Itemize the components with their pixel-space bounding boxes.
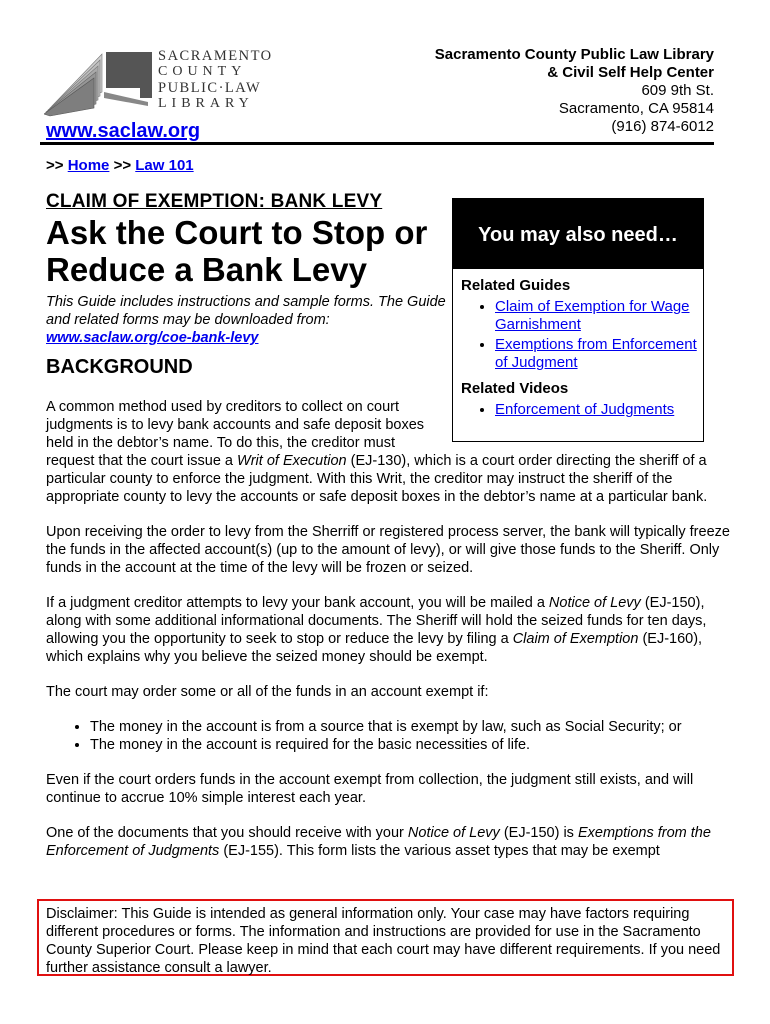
related-guide-link-wage-garnishment[interactable]: Claim of Exemption for Wage Garnishment	[495, 298, 690, 333]
list-item: • The money in the account is from a source that is exempt by law, such as Social Security; or	[90, 718, 736, 736]
related-guide-link-exemptions[interactable]: Exemptions from Enforcement of Judgment	[495, 336, 697, 371]
related-guides-list	[453, 298, 703, 372]
address-phone: (916) 874-6012	[611, 118, 714, 135]
body-paragraph: If a judgment creditor attempts to levy your bank account, you will be mailed a Notice of Levy (EJ-150), along with some additional informational documents. The Sheriff will hold the seized funds for ten days, allowing you the opportunity to seek to stop or reduce the levy by filing a Claim of Exemption (EJ-160), which explains why you believe the seized money should be exempt.	[46, 595, 707, 665]
background-body	[46, 398, 736, 877]
list-item	[495, 336, 703, 372]
related-guides-heading: Related Guides	[461, 277, 571, 294]
disclaimer-box: Disclaimer: This Guide is intended as general information only. Your case may have factors requiring different procedures or forms. The information and instructions are provided for use in the Sacramento County Superior Court. Please keep in mind that each court may have different requirements. If you need further assistance consult a lawyer.	[37, 899, 734, 976]
book-pages-icon	[44, 48, 156, 120]
guide-subtitle: CLAIM OF EXEMPTION: BANK LEVY	[46, 191, 383, 212]
address-line-2: & Civil Self Help Center	[547, 64, 714, 81]
page-title: Ask the Court to Stop or Reduce a Bank Levy	[46, 214, 428, 288]
body-paragraph: request that the court issue a Writ of Execution (EJ-130), which is a court order directing the sheriff of a particular county to enforce the judgment. With this Writ, the creditor may instruct the sheriff of the appropriate county to levy the accounts or safe deposit boxes in the debtor’s name at a particular bank.	[46, 453, 708, 505]
logo-line-4: LIBRARY	[158, 96, 254, 111]
list-item	[495, 298, 703, 334]
library-logo[interactable]	[44, 48, 273, 120]
body-paragraph: The court may order some or all of the funds in an account exempt if:	[46, 684, 489, 700]
breadcrumb-home-link[interactable]: Home	[67, 157, 110, 174]
list-item: • The money in the account is required for the basic necessities of life.	[90, 736, 736, 754]
exemption-conditions-list	[46, 718, 736, 754]
logo-line-1: SACRAMENTO	[158, 48, 273, 64]
library-address	[435, 46, 714, 136]
background-heading: BACKGROUND	[46, 356, 193, 378]
related-video-link-enforcement[interactable]: Enforcement of Judgments	[495, 401, 675, 418]
intro-paragraph	[46, 293, 446, 347]
breadcrumb-separator: >>	[113, 157, 132, 174]
logo-line-2: COUNTY	[158, 64, 247, 79]
body-paragraph: A common method used by creditors to collect on court judgments is to levy bank accounts and safe deposit boxes held in the debtor’s name. To do this, the creditor must	[46, 399, 425, 451]
breadcrumb-separator: >>	[46, 157, 64, 174]
address-line-3: 609 9th St.	[641, 82, 714, 99]
breadcrumb	[46, 157, 194, 174]
body-paragraph: Upon receiving the order to levy from the Sherriff or registered process server, the bank will typically freeze the funds in the affected account(s) (up to the amount of levy), or will give those funds to the Sheriff. Only funds in the account at the time of the levy will be frozen or seized.	[46, 524, 730, 576]
website-link[interactable]: www.saclaw.org	[46, 120, 201, 142]
address-line-1: Sacramento County Public Law Library	[434, 46, 714, 63]
body-paragraph: Even if the court orders funds in the account exempt from collection, the judgment still exists, and will continue to accrue 10% simple interest each year.	[46, 772, 694, 806]
related-box-header: You may also need…	[453, 199, 703, 269]
download-link[interactable]: www.saclaw.org/coe-bank-levy	[46, 330, 259, 346]
related-videos-heading: Related Videos	[461, 380, 569, 397]
intro-text: This Guide includes instructions and sample forms. The Guide and related forms may be downloaded from:	[46, 294, 446, 328]
address-line-4: Sacramento, CA 95814	[558, 100, 714, 117]
logo-line-3: PUBLIC·LAW	[158, 80, 262, 96]
breadcrumb-law101-link[interactable]: Law 101	[135, 157, 194, 174]
header-divider	[40, 142, 714, 145]
body-paragraph: One of the documents that you should receive with your Notice of Levy (EJ-150) is Exemptions from the Enforcement of Judgments (EJ-155). This form lists the various asset types that may be exempt	[46, 825, 711, 859]
